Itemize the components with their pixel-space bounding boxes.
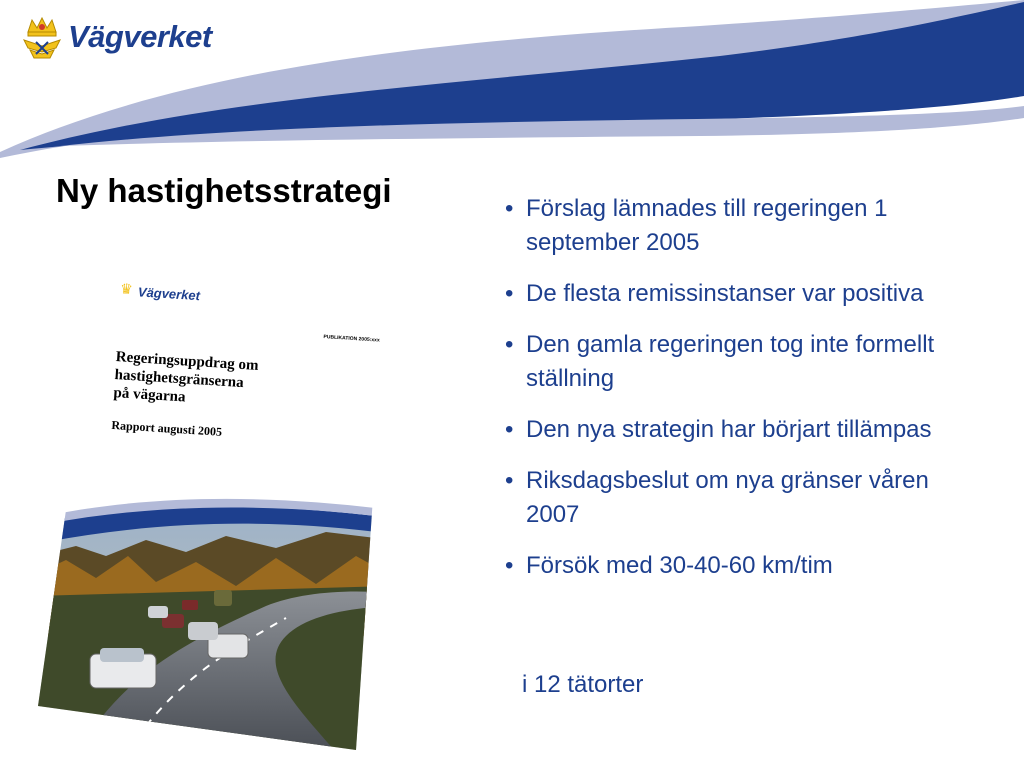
- bullet-text: Förslag lämnades till regeringen 1 september 2005: [526, 195, 888, 256]
- bullet-item: [505, 464, 975, 532]
- cover-subtitle: Rapport augusti 2005: [111, 417, 223, 439]
- vagverket-logo: [22, 14, 212, 60]
- cover-crest-icon: ♛: [119, 280, 134, 297]
- bullet-list: [505, 192, 975, 600]
- report-cover-image: [36, 256, 392, 752]
- bullet-marker: •: [505, 467, 514, 494]
- bullet-item: [505, 549, 975, 583]
- bullet-text: Riksdagsbeslut om nya gränser våren 2007: [526, 467, 929, 528]
- bullet-marker: •: [505, 280, 514, 307]
- logo-wordmark: Vägverket: [68, 19, 212, 54]
- cover-publication-label: PUBLIKATION 2005:xxx: [323, 334, 380, 344]
- cover-logo-text: Vägverket: [137, 284, 201, 304]
- bullet-text: Den gamla regeringen tog inte formellt ställning: [526, 331, 935, 392]
- bullet-text: Försök med 30-40-60 km/tim: [526, 552, 833, 579]
- bullet-item: [505, 277, 975, 311]
- bullet-text: De flesta remissinstanser var positiva: [526, 280, 924, 307]
- bullet-continuation-text: i 12 tätorter: [522, 671, 644, 698]
- crown-crest-icon: [22, 14, 62, 60]
- bullet-item: [505, 192, 975, 260]
- bullet-marker: •: [505, 416, 514, 443]
- bullet-marker: •: [505, 331, 514, 358]
- bullet-item: [505, 413, 975, 447]
- cover-title-line-3: på vägarna: [113, 385, 187, 406]
- cover-title-line-1: Regeringsuppdrag om: [115, 349, 259, 375]
- slide-title: Ny hastighetsstrategi: [56, 172, 392, 209]
- cover-title-line-2: hastighetsgränserna: [114, 367, 245, 392]
- bullet-marker: •: [505, 552, 514, 579]
- bullet-text: Den nya strategin har börjart tillämpas: [526, 416, 932, 443]
- bullet-marker: •: [505, 195, 514, 222]
- bullet-item: [505, 328, 975, 396]
